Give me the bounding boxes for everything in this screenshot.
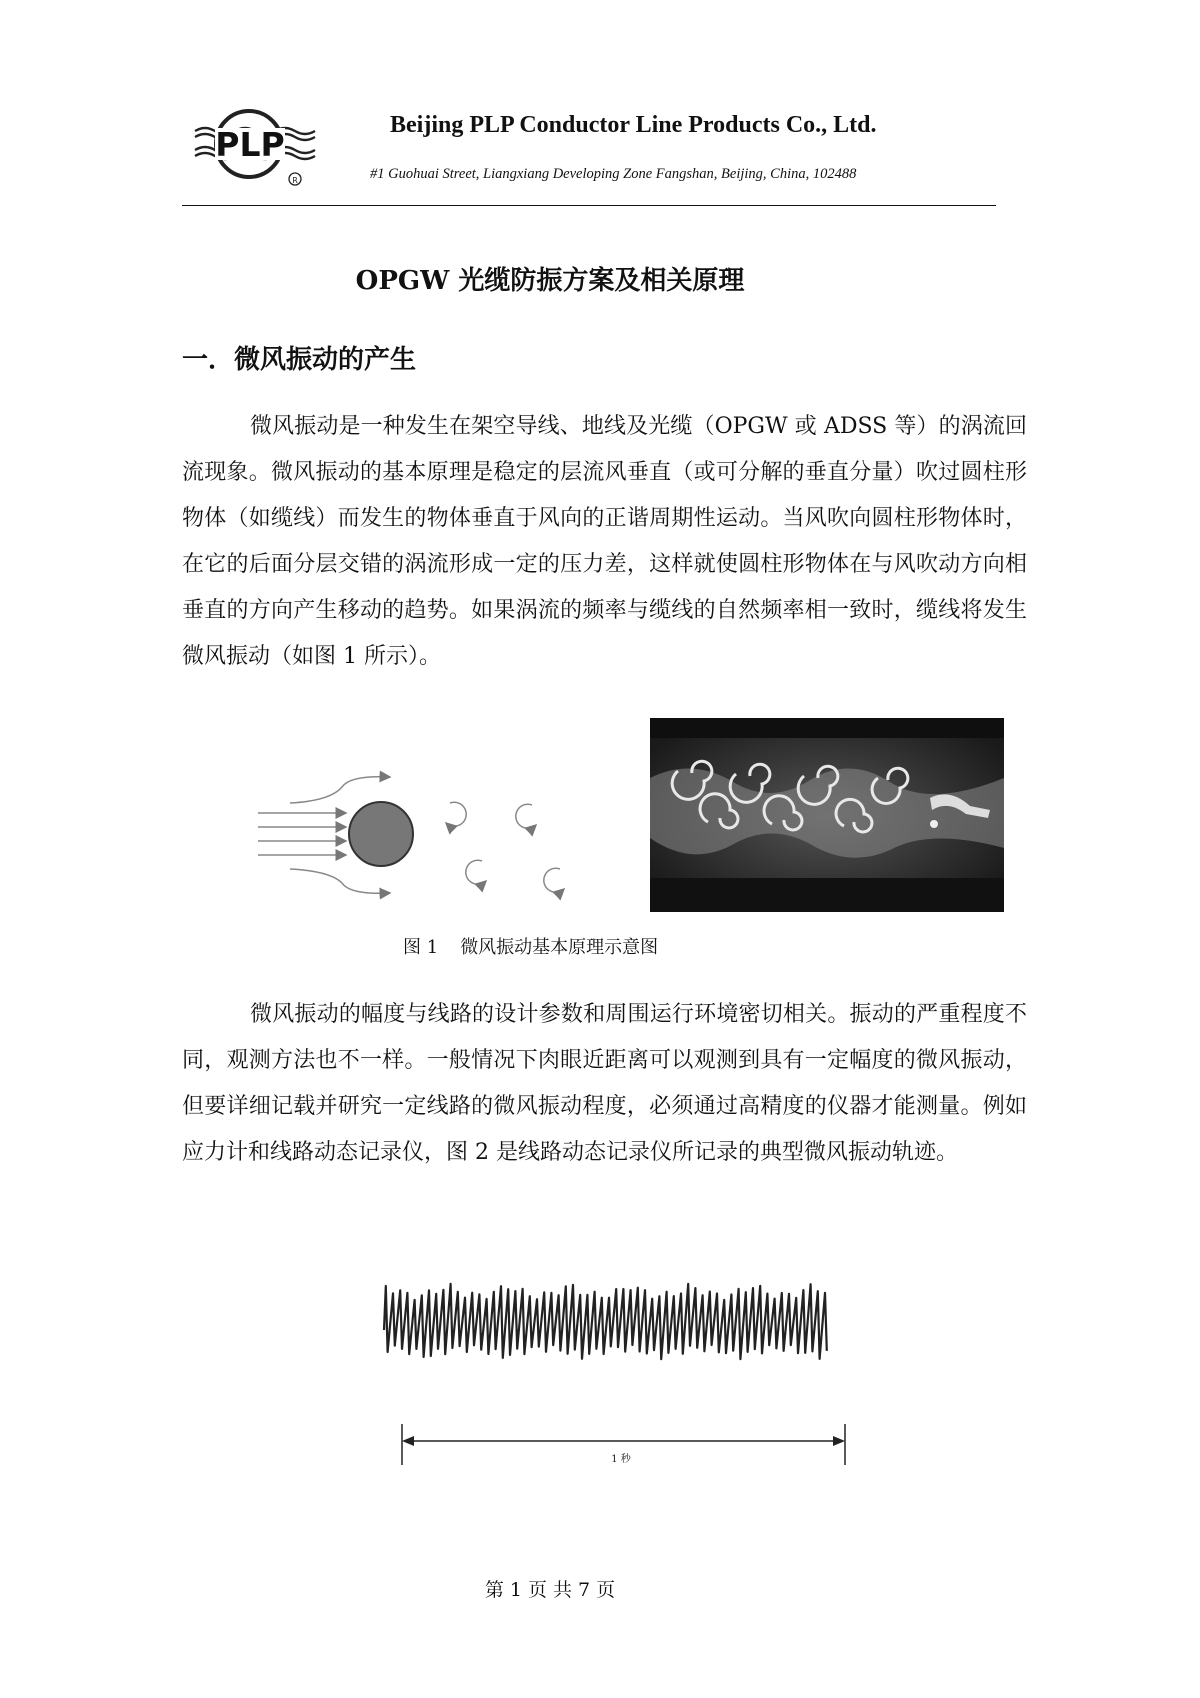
logo-text: PLP (215, 125, 285, 164)
vortex-street-photo (650, 718, 1004, 912)
time-scale-label: 1 秒 (611, 1454, 631, 1465)
header-divider (182, 205, 996, 206)
vibration-trace (384, 1284, 827, 1359)
page-footer (0, 1575, 1100, 1602)
vibration-trace-figure (380, 1280, 880, 1480)
total-page-count: 7 (578, 1579, 591, 1601)
company-name: Beijing PLP Conductor Line Products Co., Ltd. (390, 112, 877, 138)
footer-total-prefix: 共 (553, 1579, 573, 1601)
current-page-number: 1 (509, 1579, 522, 1601)
footer-page-word: 页 (527, 1579, 547, 1601)
figure-1-label: 图 1 (403, 937, 439, 958)
paragraph-2: 微风振动的幅度与线路的设计参数和周围运行环境密切相关。振动的严重程度不同，观测方法也不一样。一般情况下肉眼近距离可以观测到具有一定幅度的微风振动，但要详细记载并研究一定线路的微风振动程度，必须通过高精度的仪器才能测量。例如应力计和线路动态记录仪，图 2 是线路动态记录仪所记录的典型微风振动轨迹。 (182, 1002, 1027, 1165)
figure-1-caption-text: 微风振动基本原理示意图 (460, 937, 659, 958)
svg-text:R: R (292, 176, 298, 185)
paragraph-1: 微风振动是一种发生在架空导线、地线及光缆（OPGW 或 ADSS 等）的涡流回流现象。微风振动的基本原理是稳定的层流风垂直（或可分解的垂直分量）吹过圆柱形物体（如缆线）而发生的物体垂直于风向的正谐周期性运动。当风吹向圆柱形物体时，在它的后面分层交错的涡流形成一定的压力差，这样就使圆柱形物体在与风吹动方向相垂直的方向产生移动的趋势。如果涡流的频率与缆线的自然频率相一致时，缆线将发生微风振动（如图 1 所示）。 (182, 414, 1027, 669)
company-address: #1 Guohuai Street, Liangxiang Developing Zone Fangshan, Beijing, China, 102488 (370, 166, 857, 182)
section-heading: 一．微风振动的产生 (182, 345, 417, 375)
company-logo (193, 104, 325, 192)
footer-suffix: 页 (596, 1579, 616, 1601)
document-title: OPGW 光缆防振方案及相关原理 (355, 266, 745, 296)
time-scale-bar (402, 1424, 845, 1465)
figure-1-caption (403, 933, 658, 959)
vortex-shedding-diagram (250, 765, 590, 905)
footer-prefix: 第 (484, 1579, 504, 1601)
